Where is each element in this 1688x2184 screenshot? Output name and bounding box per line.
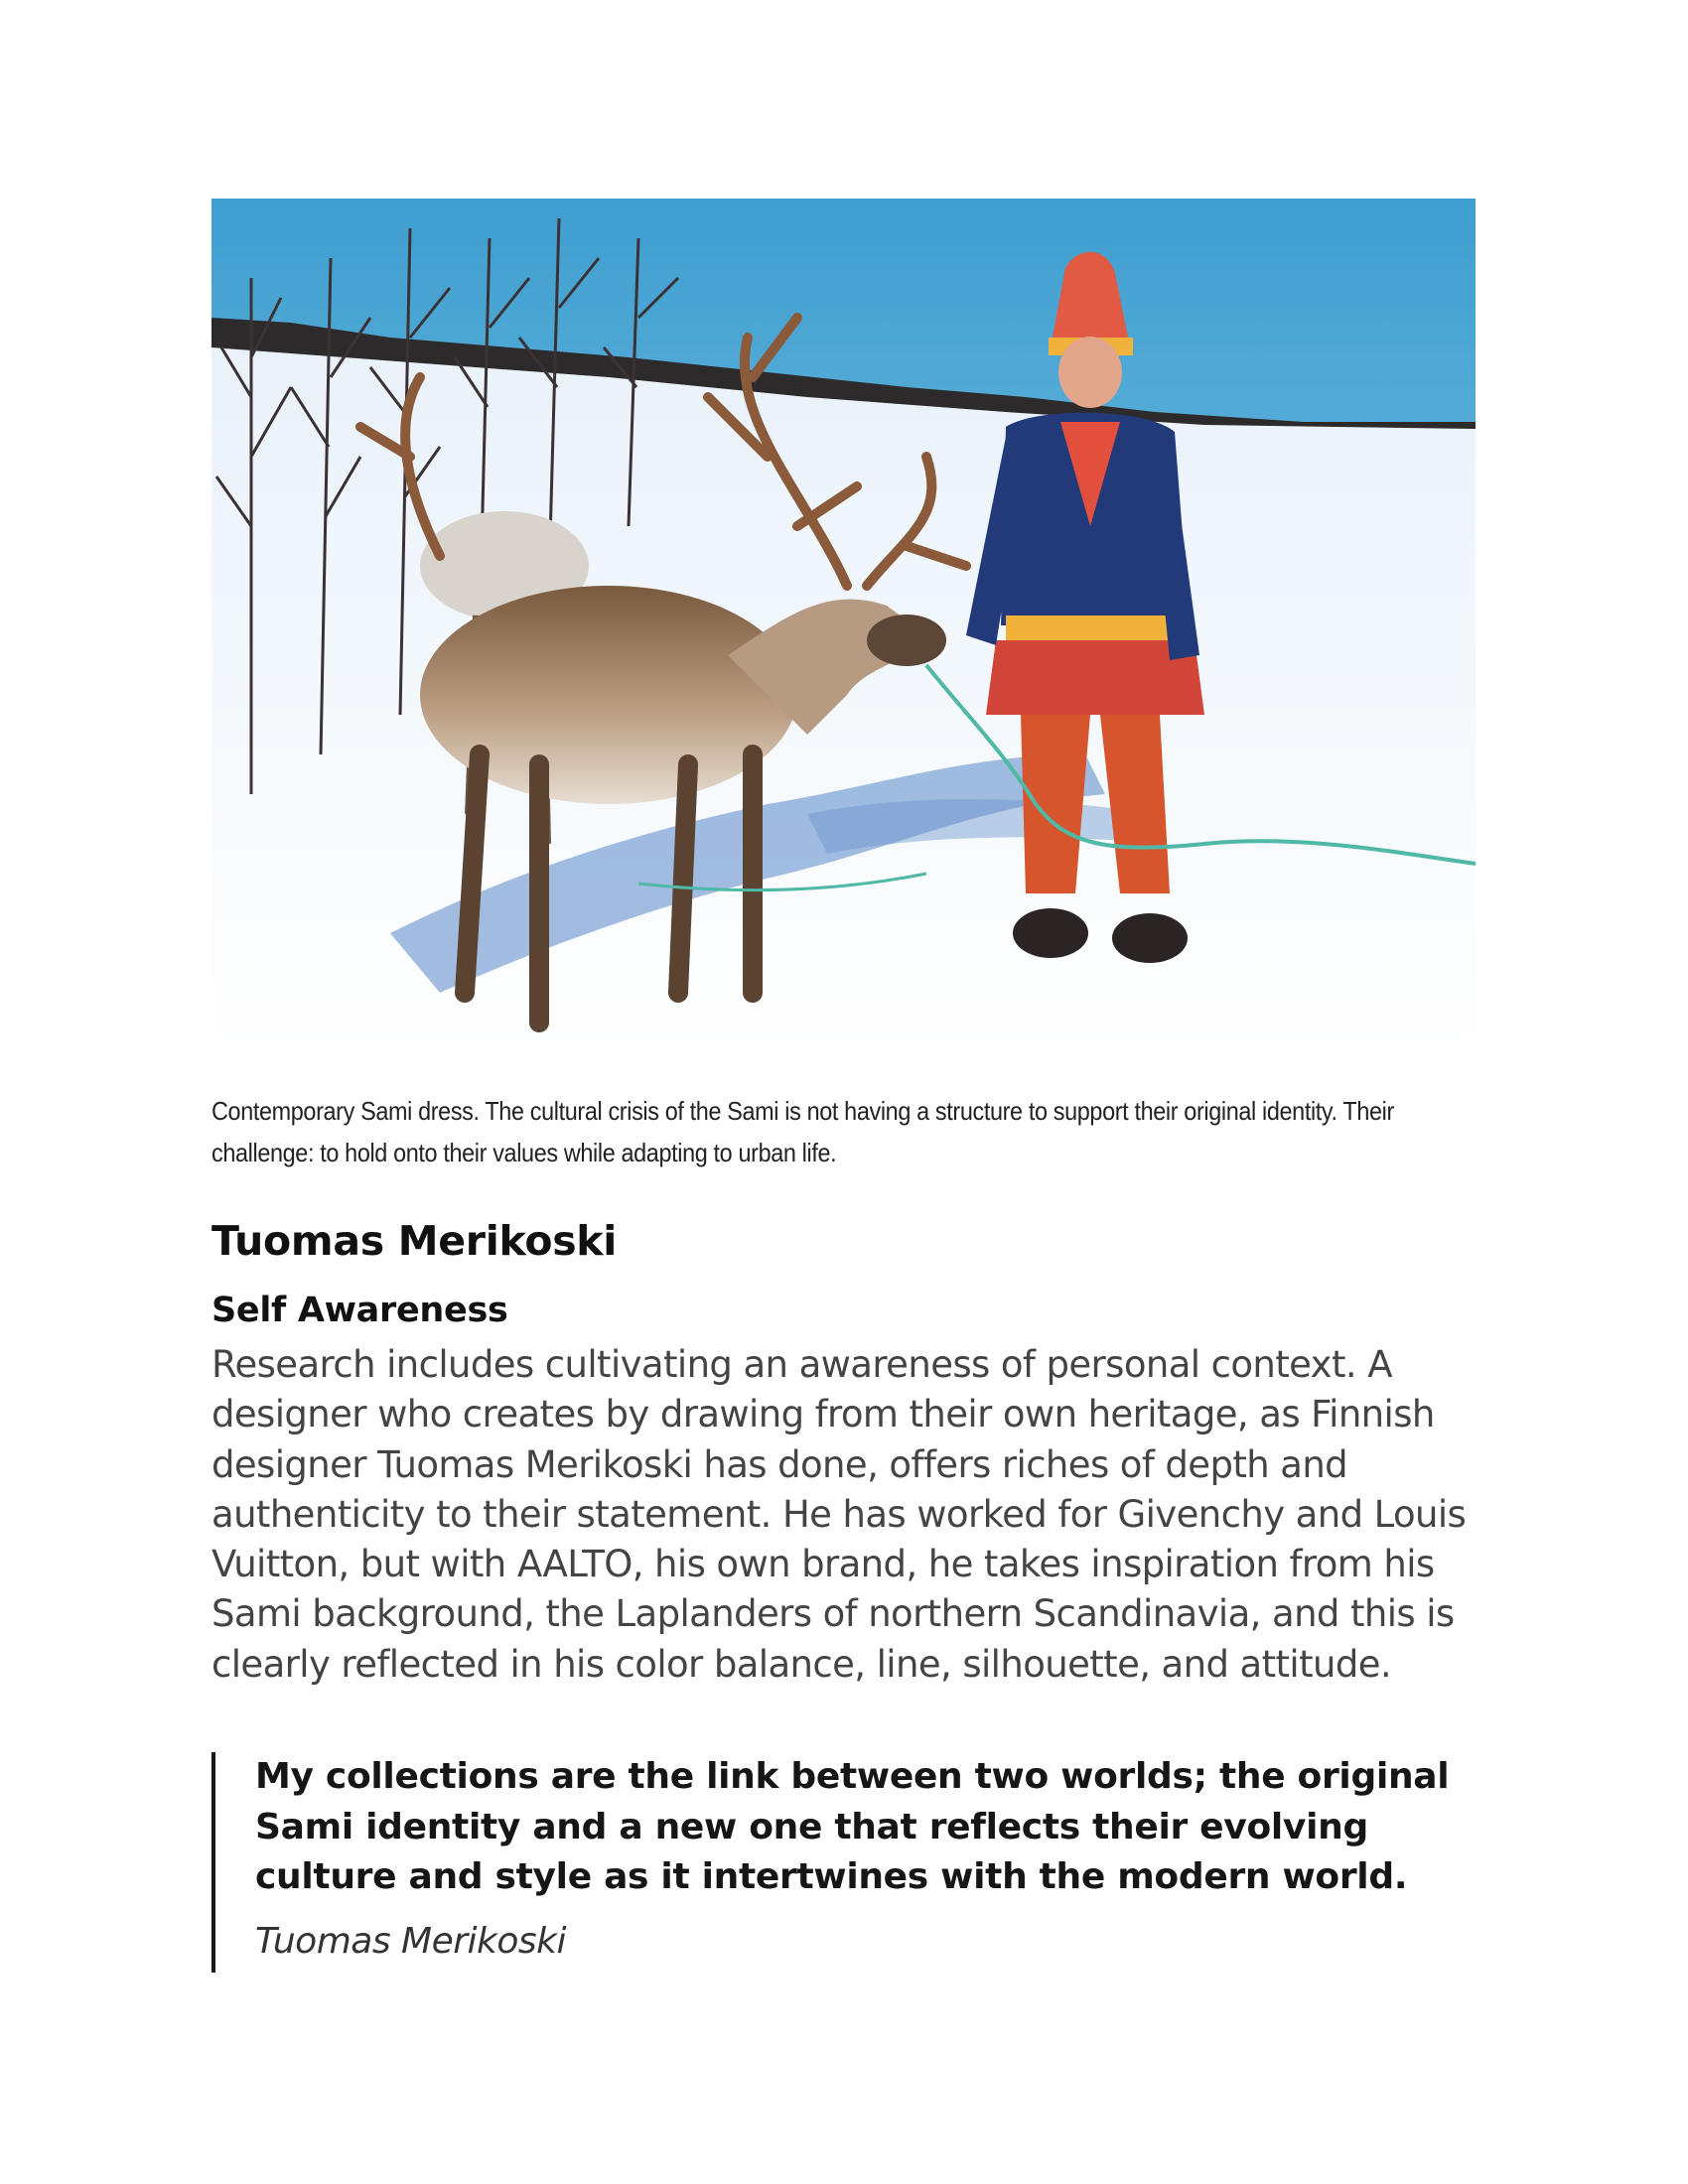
body-paragraph: Research includes cultivating an awareness of personal context. A designer who creates by drawing from their own heritage, as Finnish designer Tuomas Merikoski has done, offers riches of depth and authenticity to their statement. He has worked for Givenchy and Louis Vuitton, but with AALTO, his own brand, he takes inspiration from his Sami background, the Laplanders of northern Scandinavia, and this is clearly reflected in his color balance, line, silhouette, and attitude. (211, 1343, 1467, 1686)
quote-attribution: Tuomas Merikoski (255, 1921, 567, 1962)
quote-text: My collections are the link between two worlds; the original Sami identity and a new one that reflects their evolving culture and style as it intertwines with the modern world. (255, 1756, 1450, 1897)
photo-sami-reindeer (211, 199, 1476, 1053)
designer-name-heading: Tuomas Merikoski (211, 1217, 618, 1265)
photo-caption: Contemporary Sami dress. The cultural crisis of the Sami is not having a structure to support their original identity. Their challenge: to hold onto their values while adapting to urban life. (211, 1096, 1394, 1167)
section-title: Self Awareness (211, 1291, 508, 1330)
pull-quote (211, 1752, 1496, 1973)
